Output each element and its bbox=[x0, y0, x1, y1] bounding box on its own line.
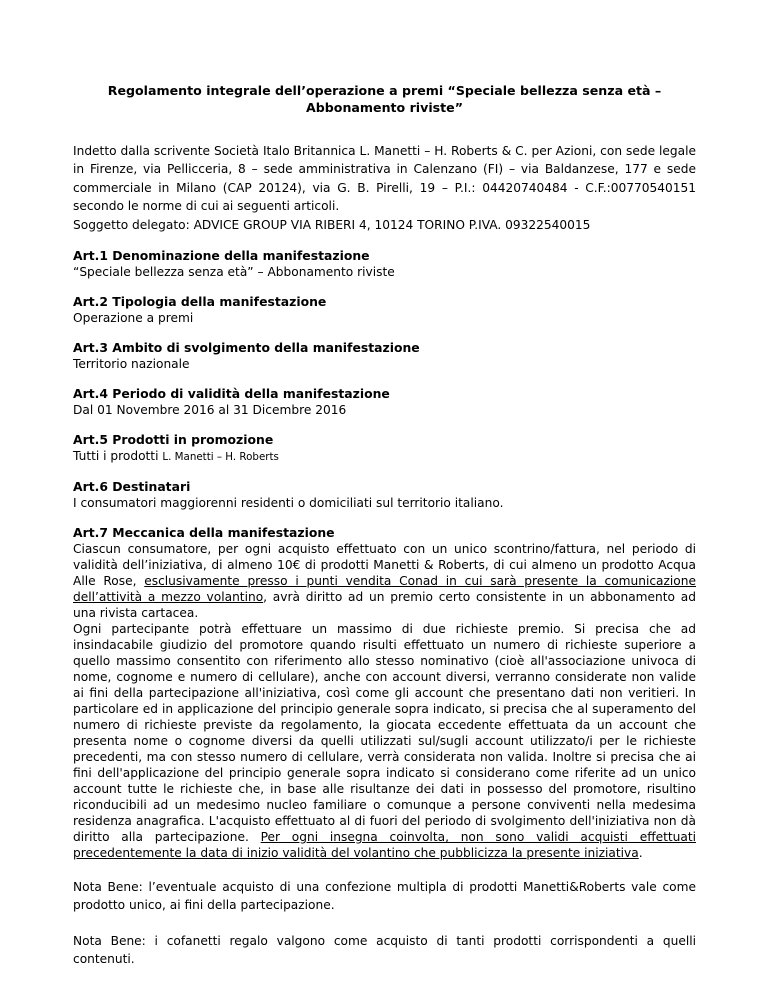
article-7-p1-underlined: esclusivamente presso i punti vendita Conad in cui sarà presente la comunicazione dell’attività a mezzo volantino bbox=[73, 574, 696, 605]
article-4 bbox=[73, 386, 696, 418]
document-page bbox=[73, 82, 696, 981]
article-7-p1-end: , avrà diritto ad un premio certo consistente in un abbonamento ad una rivista cartacea. bbox=[73, 590, 696, 621]
article-1-text: “Speciale bellezza senza età” – Abbonamento riviste bbox=[73, 265, 395, 280]
article-5 bbox=[73, 432, 696, 465]
article-5-heading: Art.5 Prodotti in promozione bbox=[73, 432, 274, 448]
delegate-line: Soggetto delegato: ADVICE GROUP VIA RIBERI 4, 10124 TORINO P.IVA. 09322540015 bbox=[73, 217, 591, 232]
article-6-heading: Art.6 Destinatari bbox=[73, 479, 191, 495]
article-6-text: I consumatori maggiorenni residenti o domiciliati sul territorio italiano. bbox=[73, 496, 504, 511]
article-2-text: Operazione a premi bbox=[73, 311, 194, 326]
intro-section bbox=[73, 142, 696, 234]
article-3 bbox=[73, 340, 696, 372]
intro-paragraph: Indetto dalla scrivente Società Italo Britannica L. Manetti – H. Roberts & C. per Azioni, con sede legale in Firenze, via Pellicceria, 8 – sede amministrativa in Calenzano (FI) – via Baldanzese, 177 e sede commerciale in Milano (CAP 20124), via G. B. Pirelli, 19 – P.I.: 04420740484 - C.F.:00770540151 secondo le norme di cui ai seguenti articoli. bbox=[73, 144, 696, 214]
article-2 bbox=[73, 294, 696, 326]
article-4-heading: Art.4 Periodo di validità della manifestazione bbox=[73, 386, 390, 402]
article-2-heading: Art.2 Tipologia della manifestazione bbox=[73, 294, 327, 310]
article-7 bbox=[73, 525, 696, 861]
article-5-text bbox=[73, 448, 696, 465]
article-4-text: Dal 01 Novembre 2016 al 31 Dicembre 2016 bbox=[73, 403, 347, 418]
article-7-paragraph-1 bbox=[73, 541, 696, 621]
article-5-brand: L. Manetti – H. Roberts bbox=[162, 451, 279, 464]
article-7-paragraph-2 bbox=[73, 621, 696, 861]
article-7-p1-start: Ciascun consumatore, per ogni acquisto effettuato con un unico scontrino/fattura, nel periodo di validità dell’iniziativa, di almeno 10€ di prodotti Manetti & Roberts, di cui almeno un prodotto Acqua Alle Rose, bbox=[73, 542, 696, 589]
article-3-text: Territorio nazionale bbox=[73, 357, 190, 372]
article-1-heading: Art.1 Denominazione della manifestazione bbox=[73, 248, 370, 264]
article-7-p2-underlined: Per ogni insegna coinvolta, non sono validi acquisti effettuati precedentemente la data di inizio validità del volantino che pubblicizza la presente iniziativa bbox=[73, 830, 697, 861]
article-3-heading: Art.3 Ambito di svolgimento della manifestazione bbox=[73, 340, 420, 356]
note-1: Nota Bene: l’eventuale acquisto di una confezione multipla di prodotti Manetti&Roberts vale come prodotto unico, ai fini della partecipazione. bbox=[73, 880, 696, 913]
document-title: Regolamento integrale dell’operazione a premi “Speciale bellezza senza età – Abbonamento riviste” bbox=[107, 83, 662, 115]
article-5-text-main: Tutti i prodotti bbox=[73, 449, 163, 464]
article-7-p2-start: Ogni partecipante potrà effettuare un massimo di due richieste premio. Si precisa che ad insindacabile giudizio del promotore quando risulti effettuato un numero di richieste superiore a quello massimo consentito con riferimento allo stesso nominativo (cioè all'associazione univoca di nome, cognome e numero di cellulare), anche con account diversi, verranno considerate non valide ai fini della partecipazione all'iniziativa, così come gli account che presentano dati non veritieri. In particolare ed in applicazione del principio generale sopra indicato, si precisa che al superamento del numero di richieste previste da regolamento, la giocata eccedente effettuata da un account che presenta nome o cognome diversi da quelli utilizzati sul/sugli account utilizzato/i per le richieste precedenti, ma con stesso numero di cellulare, verrà considerata non valida. Inoltre si precisa che ai fini dell'applicazione del principio generale sopra indicato si considerano come riferite ad un unico account tutte le richieste che, in base alle risultanze dei dati in possesso del promotore, risultino riconducibili ad un medesimo nucleo familiare o comunque a persone conviventi nella medesima residenza anagrafica. L'acquisto effettuato al di fuori del periodo di svolgimento dell'iniziativa non dà diritto alla partecipazione. bbox=[73, 622, 696, 845]
article-6 bbox=[73, 479, 696, 511]
article-1 bbox=[73, 248, 696, 280]
article-7-heading: Art.7 Meccanica della manifestazione bbox=[73, 525, 335, 541]
note-2: Nota Bene: i cofanetti regalo valgono come acquisto di tanti prodotti corrispondenti a quelli contenuti. bbox=[73, 933, 696, 967]
article-7-p2-end: . bbox=[638, 846, 643, 861]
